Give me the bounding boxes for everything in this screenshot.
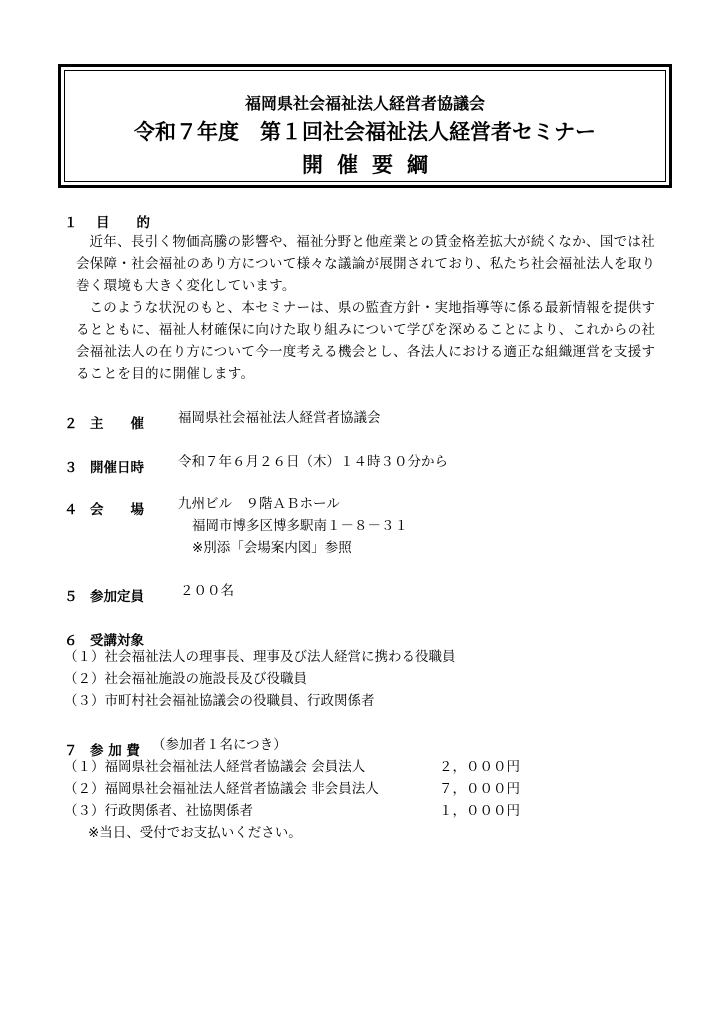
- seminar-title: 令和７年度 第１回社会福祉法人経営者セミナー: [134, 120, 596, 144]
- fee-item-2-amount: ７，０００円: [439, 781, 520, 797]
- purpose-paragraph-1: 近年、長引く物価高騰の影響や、福祉分野と他産業との賃金格差拡大が続くなか、国では社会保障・社会福祉のあり方について様々な議論が展開されており、私たち社会福祉法人を取り巻く環境も大きく変化しています。: [76, 234, 656, 294]
- section-6-number: ６: [64, 633, 78, 649]
- section-3-number: ３: [64, 460, 78, 476]
- venue-note: ※別添「会場案内図」参照: [192, 540, 352, 556]
- section-2-number: ２: [64, 416, 78, 432]
- fee-item-2-name: （２）福岡県社会福祉法人経営者協議会 非会員法人: [64, 781, 379, 797]
- host-value: 福岡県社会福祉法人経営者協議会: [178, 410, 381, 426]
- section-1-number: １: [64, 215, 78, 231]
- fee-item-3-name: （３）行政関係者、社協関係者: [64, 803, 253, 819]
- section-4-number: ４: [64, 502, 78, 518]
- venue-name: 九州ビル ９階ＡＢホール: [178, 496, 340, 512]
- section-1-heading: 目 的: [96, 215, 150, 231]
- purpose-paragraph-2: このような状況のもと、本セミナーは、県の監査方針・実地指導等に係る最新情報を提供するとともに、福祉人材確保に向けた取り組みについて学びを深めることにより、これからの社会福祉法人の在り方について今一度考える機会とし、各法人における適正な組織運営を支援することを目的に開催します。: [76, 300, 656, 382]
- section-4-heading: 会 場: [90, 502, 144, 518]
- section-5-number: ５: [64, 589, 78, 605]
- target-item-1: （１）社会福祉法人の理事長、理事及び法人経営に携わる役職員: [64, 649, 456, 665]
- venue-address: 福岡市博多区博多駅南１－８－３１: [192, 518, 408, 534]
- section-5-heading: 参加定員: [90, 589, 144, 605]
- fee-item-3-amount: １，０００円: [439, 803, 520, 819]
- title-box: [58, 64, 672, 188]
- fee-item-1-amount: ２，０００円: [439, 759, 520, 775]
- section-7-heading: 参 加 費: [90, 743, 140, 759]
- purpose-body: [76, 231, 660, 385]
- document-subtitle: 開催要綱: [302, 153, 442, 177]
- date-value: 令和７年６月２６日（木）１４時３０分から: [178, 454, 448, 470]
- section-2-heading: 主 催: [90, 416, 144, 432]
- capacity-value: ２００名: [180, 583, 234, 599]
- section-3-heading: 開催日時: [90, 460, 144, 476]
- fee-item-1-name: （１）福岡県社会福祉法人経営者協議会 会員法人: [64, 759, 366, 775]
- org-title: 福岡県社会福祉法人経営者協議会: [244, 94, 485, 113]
- target-item-2: （２）社会福祉施設の施設長及び役職員: [64, 671, 307, 687]
- section-7-number: ７: [64, 743, 78, 759]
- target-item-3: （３）市町村社会福祉協議会の役職員、行政関係者: [64, 693, 375, 709]
- title-box-inner: [64, 70, 666, 182]
- fee-label-note: （参加者１名につき）: [152, 737, 287, 753]
- section-6-heading: 受講対象: [90, 633, 144, 649]
- fee-note: ※当日、受付でお支払いください。: [88, 825, 302, 841]
